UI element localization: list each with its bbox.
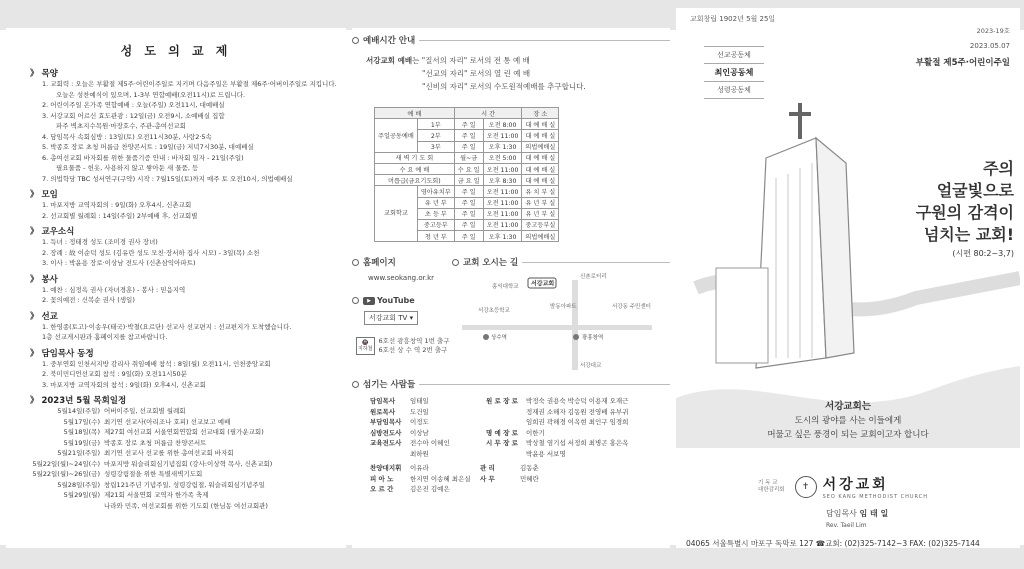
section-heading: 》 교우소식 — [30, 227, 75, 237]
table-cell: 수 요 예 배 — [375, 163, 455, 174]
directions-map — [452, 270, 652, 370]
list-item: 필요물품 - 헌옷, 사용하지 않고 쌓아둔 새 물품, 등 — [56, 164, 199, 172]
staff-role: 교육전도사 — [370, 439, 402, 448]
list-item: 1층 선교게시판과 홈페이지를 참고바랍니다. — [42, 333, 168, 341]
table-cell: 대 예 배 실 — [522, 130, 559, 141]
table-cell: 대 예 배 실 — [522, 119, 559, 130]
schedule-text: 제27회 여선교회 서울연회연합회 선교대회 (필가운교회) — [104, 428, 264, 436]
staff-row — [486, 407, 628, 418]
table-cell: 주 일 — [454, 186, 483, 197]
pastor-line: 담임목사 임 태 일 — [826, 509, 889, 518]
staff-name: 한지연 이송혜 최은실 — [410, 474, 471, 483]
list-item: 2. 북미민디언선교회 참석 : 9일(화) 오전11시50분 — [42, 370, 187, 378]
circle-bullet-icon — [352, 37, 359, 44]
table-cell: 오후 1:30 — [483, 141, 522, 152]
list-item: 2. 꽃의예전 : 신복순 권사 (생일) — [42, 296, 135, 304]
staff-row — [370, 484, 480, 495]
list-item: 1. 예찬 : 심정옥 권사 (자녀경훈) - 봉사 : 믿음지역 — [42, 285, 186, 294]
schedule-text: 제21회 서울연회 교역자 한가족 축제 — [104, 491, 209, 499]
bulletin-date: 2023.05.07 — [969, 42, 1010, 50]
section-heading: 》 봉사 — [30, 274, 58, 285]
map-label: 서강초등학교 — [478, 308, 510, 315]
list-item: 1. 중부연회 인천서지방 감리사 취임예배 참석 : 8일(월) 오전11시, 인천중앙교회 — [42, 359, 271, 368]
table-cell: 유 치 부 실 — [522, 186, 559, 197]
list-item: 1. 교회력 : 오늘은 부활절 제5주·어린이주일로 지키며 다음주일은 부활절 제6주·어버이주일로 지킵니다. — [42, 80, 337, 88]
list-item: 오늘은 성찬예식이 있으며, 1-3부 연합예배(오전11시)로 드립니다. — [56, 90, 246, 99]
staff-name: 박윤용 서보명 — [526, 449, 566, 458]
schedule-row — [30, 501, 346, 512]
schedule-date: 5월22일(월)~26일(금) — [32, 470, 100, 478]
founded-text: 교회창립 1902년 5월 25일 — [690, 15, 776, 23]
staff-role: 원 로 장 로 — [486, 397, 518, 406]
table-cell: 청 년 부 — [417, 231, 454, 242]
church-building — [716, 268, 768, 363]
staff-row — [370, 463, 480, 474]
staff-row — [370, 449, 480, 460]
worship-intro: 서강교회 예배는 "질서의 자리" 로서의 전 통 예 배 "선교의 자리" 로서의 열 린 예 배 "신비의 자리" 로서의 수도원적예배를 추구합니다. — [366, 56, 586, 91]
staff-role: 오 르 간 — [370, 485, 394, 494]
list-item: 1. 득녀 : 정태경 성도 (조미경 권사 장녀) — [42, 238, 158, 246]
theme-slogan: 주의 얼굴빛으로 구원의 감격이 넘치는 교회! (시편 80:2~3,7) — [915, 159, 1014, 258]
table-cell: 주 일 — [454, 208, 483, 219]
schedule-list — [30, 406, 346, 511]
list-item: 파주 벽초지수목원·마장호수, 주관-총여선교회 — [56, 122, 186, 130]
news-section — [30, 273, 346, 306]
table-cell: 주 일 — [454, 231, 483, 242]
list-item: 3. 서강교회 어르신 효도관광 : 12일(금) 오전9시, 소예배실 집합 — [42, 111, 225, 120]
schedule-text: 최기연 선교사(아리조나 호피) 선교보고 예배 — [104, 417, 231, 426]
church-name: 서강교회 — [822, 477, 889, 493]
schedule-date: 5월14일(주일) — [57, 407, 100, 415]
list-item: 1. 마포지방 교역자회의 : 9일(화) 오후4시, 신촌교회 — [42, 201, 192, 209]
list-item: 2. 장례 : 故 이순덕 성도 (김유란 성도 모친·장서하 집사 시모) - 3일(목) 소천 — [42, 248, 260, 257]
staff-role: 사 무 — [480, 474, 495, 483]
staff-name: 도건일 — [410, 407, 429, 416]
news-section — [30, 188, 346, 221]
map-label: 서강대교 — [580, 363, 602, 370]
staff-row — [480, 463, 680, 474]
staff-name: 이유라 — [410, 464, 429, 473]
table-cell: 주 일 — [454, 141, 483, 152]
staff-row — [370, 396, 480, 407]
cover-panel — [676, 8, 1020, 548]
schedule-row — [30, 480, 346, 491]
schedule-date: 5월21일(주일) — [57, 449, 100, 457]
map-label: 신촌로터리 — [580, 274, 607, 281]
schedule-heading: 》 2023년 5월 목회일정 — [30, 396, 127, 406]
schedule-text: 창립121주년 기념주일, 성령강림절, 워슬리회심기념주일 — [104, 480, 265, 489]
staff-row — [370, 428, 480, 439]
section-heading: 》 모임 — [30, 190, 58, 200]
table-cell: 머릅급(금요기도회) — [375, 175, 455, 186]
map-label: 밤동아파트 — [550, 304, 577, 311]
list-item: 3. 이사 : 박윤용 장로·이상남 전도사 (신촌삼익아파트) — [42, 259, 196, 267]
divider — [419, 384, 670, 385]
section-heading: 》 목양 — [30, 69, 58, 79]
schedule-row — [30, 427, 346, 438]
news-sections — [6, 67, 346, 390]
news-section — [30, 347, 346, 391]
staff-row — [370, 417, 480, 428]
directions-heading: 교회 오시는 길 — [452, 256, 670, 268]
chevron-down-icon: ▾ — [409, 314, 414, 323]
table-cell: 대 예 배 실 — [522, 175, 559, 186]
people-heading: 섬기는 사람들 — [352, 378, 670, 390]
staff-row — [370, 407, 480, 418]
table-cell: 오전 8:00 — [483, 119, 522, 130]
staff-row — [486, 449, 628, 460]
table-cell: 초 등 부 — [417, 208, 454, 219]
table-row — [375, 119, 559, 130]
table-cell: 1부 — [417, 119, 454, 130]
table-cell: 수 요 일 — [454, 163, 483, 174]
news-section — [30, 310, 346, 343]
circle-bullet-icon — [352, 297, 359, 304]
table-cell: 오전 11:00 — [483, 219, 522, 230]
schedule-date: 5월22일(월)~24일(수) — [32, 459, 100, 468]
table-cell: 금 요 일 — [454, 175, 483, 186]
table-cell: 월~금 — [454, 152, 483, 163]
station-icon — [483, 334, 489, 340]
staff-name: 임태일 — [410, 397, 429, 406]
table-header: 장 소 — [522, 108, 559, 119]
news-section — [30, 67, 346, 184]
station-icon — [573, 334, 579, 340]
staff-role: 담임목사 — [370, 397, 396, 406]
staff-name: 박정숙 권용숙 박승덕 이용재 오재근 — [526, 397, 629, 406]
church-seal-icon: ✝ — [795, 476, 817, 498]
table-cell: 중고등부 — [417, 219, 454, 230]
schedule-row — [30, 490, 346, 501]
youtube-heading: ▶ YouTube — [352, 296, 452, 305]
section-heading: 》 선교 — [30, 311, 58, 322]
schedule-date: 5월28일(주일) — [57, 480, 100, 489]
schedule-row — [30, 469, 346, 480]
cross-icon — [798, 103, 802, 139]
table-cell: 주 일 — [454, 130, 483, 141]
homepage-url[interactable]: www.seokang.or.kr — [368, 274, 434, 283]
table-row — [375, 163, 559, 174]
youtube-play-icon: ▶ — [363, 297, 375, 305]
schedule-text: 박종호 장로 초청 머릅급 찬양콘서트 — [104, 438, 207, 447]
staff-name: 김은진 김예은 — [410, 485, 450, 494]
schedule-row — [30, 406, 346, 417]
schedule-text: 최기연 선교사 선교를 위한 총여선교회 바자회 — [104, 449, 234, 457]
list-item: 7. 의법학당 TBC 성서연구(구약) 시작 : 7월15일(토)까지 매주 토 오전10시, 의법예배실 — [42, 174, 293, 183]
bulletin-number: 2023-19호 — [976, 27, 1010, 35]
list-item: 2. 어린이주일 온가족 연합예배 : 오늘(주일) 오전11시, 대예배실 — [42, 101, 225, 109]
table-cell: 오후 1:30 — [483, 231, 522, 242]
table-cell: 새 벽 기 도 회 — [375, 152, 455, 163]
table-cell: 오전 11:00 — [483, 208, 522, 219]
section-heading: 》 담임목사 동정 — [30, 348, 94, 359]
table-cell: 주 일 — [454, 197, 483, 208]
staff-row — [480, 474, 680, 485]
table-cell: 오전 11:00 — [483, 197, 522, 208]
schedule-section — [30, 394, 346, 511]
table-cell: 의법예배실 — [522, 141, 559, 152]
schedule-date: 5월17일(수) — [63, 417, 100, 426]
list-item: 4. 담임목사 속회심방 : 13일(토) 오전11시30분, 사랑2·5속 — [42, 132, 212, 141]
list-item: 6. 총여선교회 바자회를 위한 물품기증 안내 : 바자회 일자 - 21일(주일) — [42, 153, 244, 162]
schedule-row — [30, 417, 346, 428]
community-list: 선교공동체 최인공동체 성령공동체 — [704, 46, 764, 99]
schedule-date: 5월29일(월) — [63, 491, 100, 499]
table-cell: 유 년 부 실 — [522, 197, 559, 208]
map-station: 광흥창역 — [582, 335, 604, 342]
people-list — [370, 396, 670, 459]
worship-table — [374, 107, 559, 242]
table-cell: 주 일 — [454, 219, 483, 230]
people-bottom — [370, 463, 670, 495]
table-cell: 유 년 부 실 — [522, 208, 559, 219]
staff-role: 심방전도사 — [370, 428, 402, 437]
table-cell: 3부 — [417, 141, 454, 152]
schedule-text: 성령강림절을 위한 특별새벽기도회 — [104, 470, 203, 478]
fellowship-title: 성 도 의 교 제 — [120, 44, 232, 58]
staff-name: 이정도 — [410, 418, 429, 427]
staff-role: 시 무 장 로 — [486, 439, 518, 448]
table-cell: 영아유치부 — [417, 186, 454, 197]
schedule-date: 5월19일(금) — [63, 438, 100, 447]
staff-role: 피 아 노 — [370, 474, 394, 483]
table-cell: 주 일 — [454, 119, 483, 130]
list-item: 3. 마포지방 교역자회의 참석 : 9일(화) 오후4시, 신촌교회 — [42, 380, 206, 389]
list-item: 5. 박종호 장로 초청 머릅급 찬양콘서트 : 19일(금) 저녁7시30분, 대예배실 — [42, 143, 254, 151]
schedule-row — [30, 459, 346, 470]
worship-heading: 예배시간 안내 — [352, 34, 670, 46]
info-panel — [352, 28, 670, 548]
staff-name: 김동춘 — [520, 464, 539, 473]
schedule-row — [30, 448, 346, 459]
table-cell: 주일공동예배 — [375, 119, 418, 153]
table-header: 시 간 — [454, 108, 522, 119]
staff-name: 정재권 소해자 김동원 전영배 유부귀 — [526, 407, 629, 416]
bulletin-week: 부활절 제5주·어린이주일 — [915, 58, 1010, 68]
church-name-en: SEO KANG METHODIST CHURCH — [822, 494, 929, 500]
list-item: 2. 선교회별 월례회 : 14일(주일) 2부예배 후, 선교회별 — [42, 211, 198, 220]
table-cell: 오전 11:00 — [483, 163, 522, 174]
table-row — [375, 152, 559, 163]
schedule-text: 나라와 민족, 여선교회를 위한 기도회 (한님동 여선교회관) — [104, 501, 268, 510]
map-label: 홍익대학교 — [492, 284, 519, 291]
table-cell: 중고등부실 — [522, 219, 559, 230]
circle-bullet-icon — [352, 259, 359, 266]
cross-bar — [789, 112, 811, 116]
table-header: 예 배 — [375, 108, 455, 119]
address: 04065 서울특별시 마포구 독막로 127 ☎교회: (02)325-7142~3 FAX: (02)325-7144 — [686, 539, 980, 548]
map-label: 서강동 주민센터 — [612, 304, 651, 311]
table-row — [375, 186, 559, 197]
table-cell: 오전 5:00 — [483, 152, 522, 163]
staff-row — [486, 428, 628, 439]
subway-info: 🚇 지하철 6호선 광흥창역 1번 출구 6호선 상 수 역 2번 출구 — [358, 337, 450, 355]
fellowship-panel — [6, 28, 346, 548]
staff-name: 이한기 — [526, 428, 545, 437]
staff-name: 임희권 곽해경 이옥현 최인구 임경희 — [526, 418, 629, 427]
staff-name: 이상남 — [410, 428, 429, 437]
staff-name: 박상철 염기섭 서정희 최병곤 홍은옥 — [526, 439, 629, 448]
circle-bullet-icon — [352, 381, 359, 388]
church-logo: 기 독 교 대한감리회 ✝ 서강교회 SEO KANG METHODIST CHURCH — [758, 474, 928, 500]
divider — [419, 40, 670, 41]
table-cell: 교회학교 — [375, 186, 418, 242]
staff-row — [486, 438, 628, 449]
table-cell: 대 예 배 실 — [522, 163, 559, 174]
vision-statement: 서강교회는 도시의 광야를 사는 이들에게 머물고 싶은 풍경이 되는 교회이고자 합니다 — [767, 401, 929, 440]
circle-bullet-icon — [452, 259, 459, 266]
schedule-date: 5월18일(목) — [63, 428, 100, 436]
staff-role: 명 예 장 로 — [486, 428, 518, 437]
staff-name: 민혜란 — [520, 474, 539, 483]
staff-name: 전수아 이혜인 — [410, 439, 450, 448]
news-section — [30, 225, 346, 269]
staff-role: 원로목사 — [370, 407, 396, 416]
staff-row — [486, 396, 628, 407]
staff-row — [486, 417, 628, 428]
table-cell: 2부 — [417, 130, 454, 141]
staff-row — [370, 438, 480, 449]
schedule-row — [30, 438, 346, 449]
staff-row — [370, 474, 480, 485]
divider — [522, 262, 670, 263]
schedule-text: 마포지방 워슬리회심기념집회 (강사:이상혁 목사, 신촌교회) — [104, 459, 273, 468]
staff-role: 부담임목사 — [370, 418, 402, 427]
table-cell: 대 예 배 실 — [522, 152, 559, 163]
table-cell: 의법예배실 — [522, 231, 559, 242]
pastor-en: Rev. Taeil Lim — [826, 522, 867, 529]
map-station: 상수역 — [491, 335, 507, 342]
table-cell: 유 년 부 — [417, 197, 454, 208]
subway-icon: 🚇 지하철 — [356, 337, 375, 355]
youtube-channel-select[interactable]: 서강교회 TV ▾ — [364, 311, 418, 325]
table-row — [375, 175, 559, 186]
schedule-text: 어버이주일, 선교회별 월례회 — [104, 407, 186, 415]
table-cell: 오전 11:00 — [483, 186, 522, 197]
list-item: 1. 한영종(토고)·이송우(태국)·박철(요르단) 선교사 선교편지 : 선교편지가 도착했습니다. — [42, 322, 292, 331]
table-cell: 오전 11:00 — [483, 130, 522, 141]
staff-role: 찬양대지휘 — [370, 464, 402, 473]
table-cell: 오후 8:30 — [483, 175, 522, 186]
staff-name: 최하원 — [410, 449, 429, 458]
staff-role: 관 리 — [480, 464, 495, 473]
map-church-label: 서강교회 — [531, 280, 555, 288]
map-road — [462, 325, 652, 330]
homepage-heading: 홈페이지 — [352, 256, 452, 268]
